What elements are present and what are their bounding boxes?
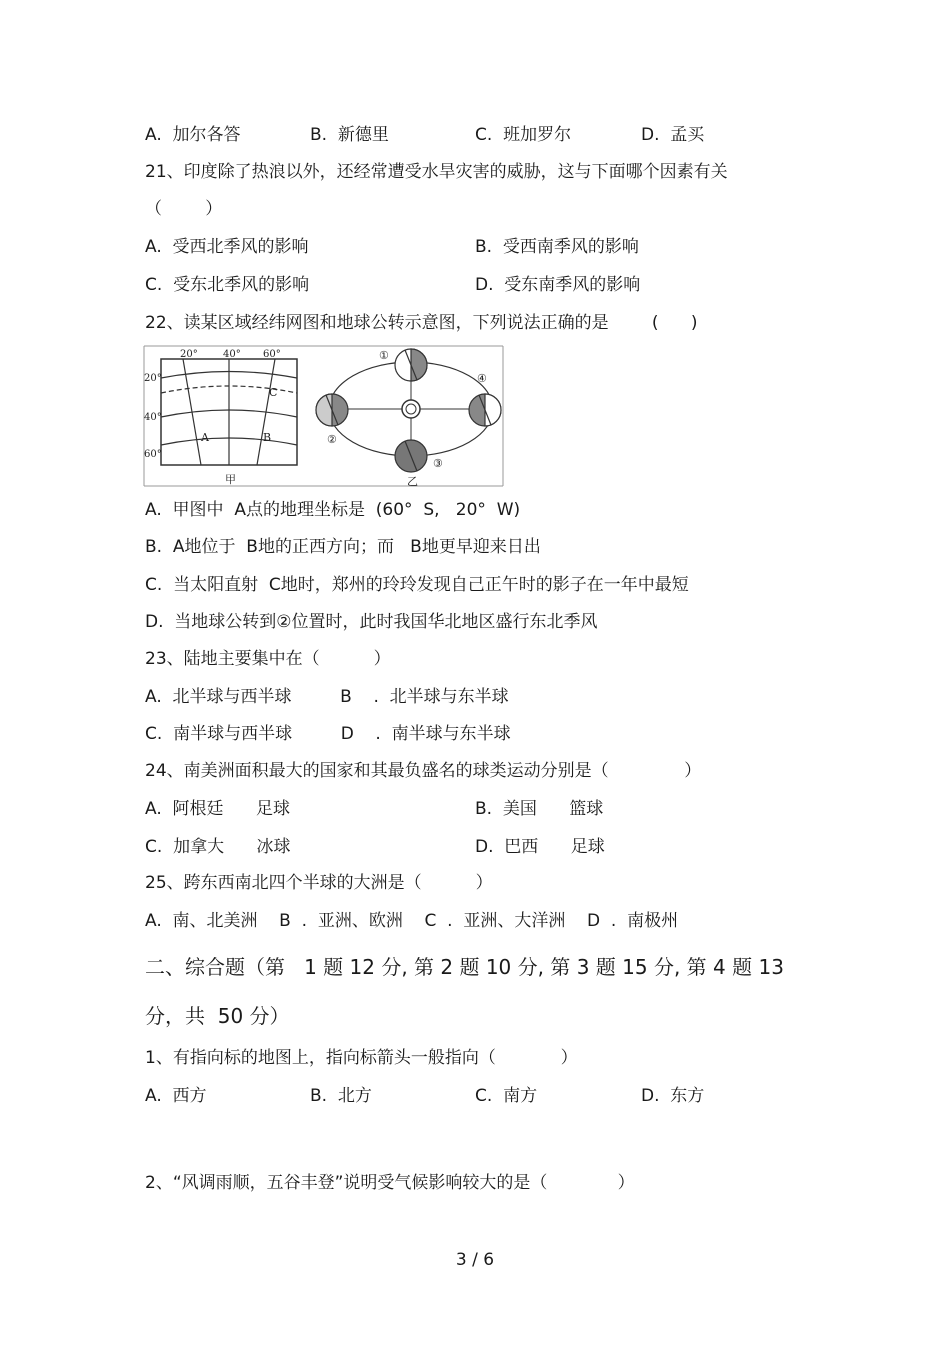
- position-1-label: ①: [379, 349, 389, 362]
- s2q1-option-a: A. 西方: [145, 1086, 207, 1106]
- q25-options: A. 南、北美洲 B . 亚洲、欧洲 C . 亚洲、大洋洲 D . 南极州: [145, 911, 679, 931]
- s2q1-option-c: C. 南方: [475, 1086, 538, 1106]
- q23-stem: 23、陆地主要集中在（ ）: [145, 649, 391, 669]
- q21-option-a: A. 受西北季风的影响: [145, 237, 309, 257]
- lon-label: 20°: [180, 349, 198, 360]
- q20-option-b: B. 新德里: [310, 125, 389, 145]
- caption-yi: 乙: [407, 475, 418, 487]
- s2q1-option-d: D. 东方: [641, 1086, 705, 1106]
- q23-options-ab: A. 北半球与西半球 B . 北半球与东半球: [145, 687, 509, 707]
- q22-option-a: A. 甲图中 A点的地理坐标是 (60° S, 20° W): [145, 500, 521, 520]
- lat-label: 60°: [144, 449, 162, 460]
- q21-option-d: D. 受东南季风的影响: [475, 275, 641, 295]
- q21-paren: （ ）: [145, 199, 223, 219]
- q22-option-c: C. 当太阳直射 C地时，郑州的玲玲发现自己正午时的影子在一年中最短: [145, 575, 689, 595]
- orbit-diagram: [316, 349, 501, 472]
- lat-label: 40°: [144, 412, 162, 423]
- q24-option-a: A. 阿根廷 足球: [145, 799, 290, 819]
- section2-heading-line1: 二、综合题（第 1 题 12 分, 第 2 题 10 分, 第 3 题 15 分, 第 4 题 13: [145, 955, 784, 979]
- page-number: 3 / 6: [455, 1250, 495, 1270]
- q22-option-b: B. A地位于 B地的正西方向；而 B地更早迎来日出: [145, 537, 541, 557]
- lon-label: 60°: [263, 349, 281, 360]
- lat-label: 20°: [144, 373, 162, 384]
- s2q1-option-b: B. 北方: [310, 1086, 372, 1106]
- q22-option-d: D. 当地球公转到②位置时，此时我国华北地区盛行东北季风: [145, 612, 598, 632]
- q24-option-d: D. 巴西 足球: [475, 837, 605, 857]
- q20-option-c: C. 班加罗尔: [475, 125, 572, 145]
- position-4-label: ④: [477, 372, 487, 385]
- point-a-label: A: [201, 431, 209, 444]
- q24-stem: 24、南美洲面积最大的国家和其最负盛名的球类运动分别是（ ）: [145, 761, 702, 781]
- lon-label: 40°: [223, 349, 241, 360]
- q22-figure: [143, 345, 505, 487]
- q25-stem: 25、跨东西南北四个半球的大洲是（ ）: [145, 873, 493, 893]
- sun-icon: [402, 400, 420, 418]
- q21-option-c: C. 受东北季风的影响: [145, 275, 310, 295]
- point-b-label: B: [263, 431, 272, 444]
- q24-option-b: B. 美国 篮球: [475, 799, 604, 819]
- q21-option-b: B. 受西南季风的影响: [475, 237, 639, 257]
- q22-stem: 22、读某区域经纬网图和地球公转示意图，下列说法正确的是 ( ): [145, 313, 698, 333]
- position-2-label: ②: [327, 433, 337, 446]
- q20-option-d: D. 孟买: [641, 125, 705, 145]
- point-c-label: C: [269, 386, 278, 399]
- position-3-label: ③: [433, 457, 443, 470]
- q24-option-c: C. 加拿大 冰球: [145, 837, 291, 857]
- s2q2-stem: 2、“风调雨顺，五谷丰登”说明受气候影响较大的是（ ）: [145, 1173, 635, 1193]
- caption-jia: 甲: [225, 473, 236, 486]
- s2q1-stem: 1、有指向标的地图上，指向标箭头一般指向（ ）: [145, 1048, 578, 1068]
- q23-options-cd: C. 南半球与西半球 D . 南半球与东半球: [145, 724, 511, 744]
- q20-option-a: A. 加尔各答: [145, 125, 241, 145]
- q21-stem: 21、印度除了热浪以外，还经常遭受水旱灾害的威胁，这与下面哪个因素有关: [145, 162, 728, 182]
- section2-heading-line2: 分，共 50 分）: [145, 1004, 290, 1028]
